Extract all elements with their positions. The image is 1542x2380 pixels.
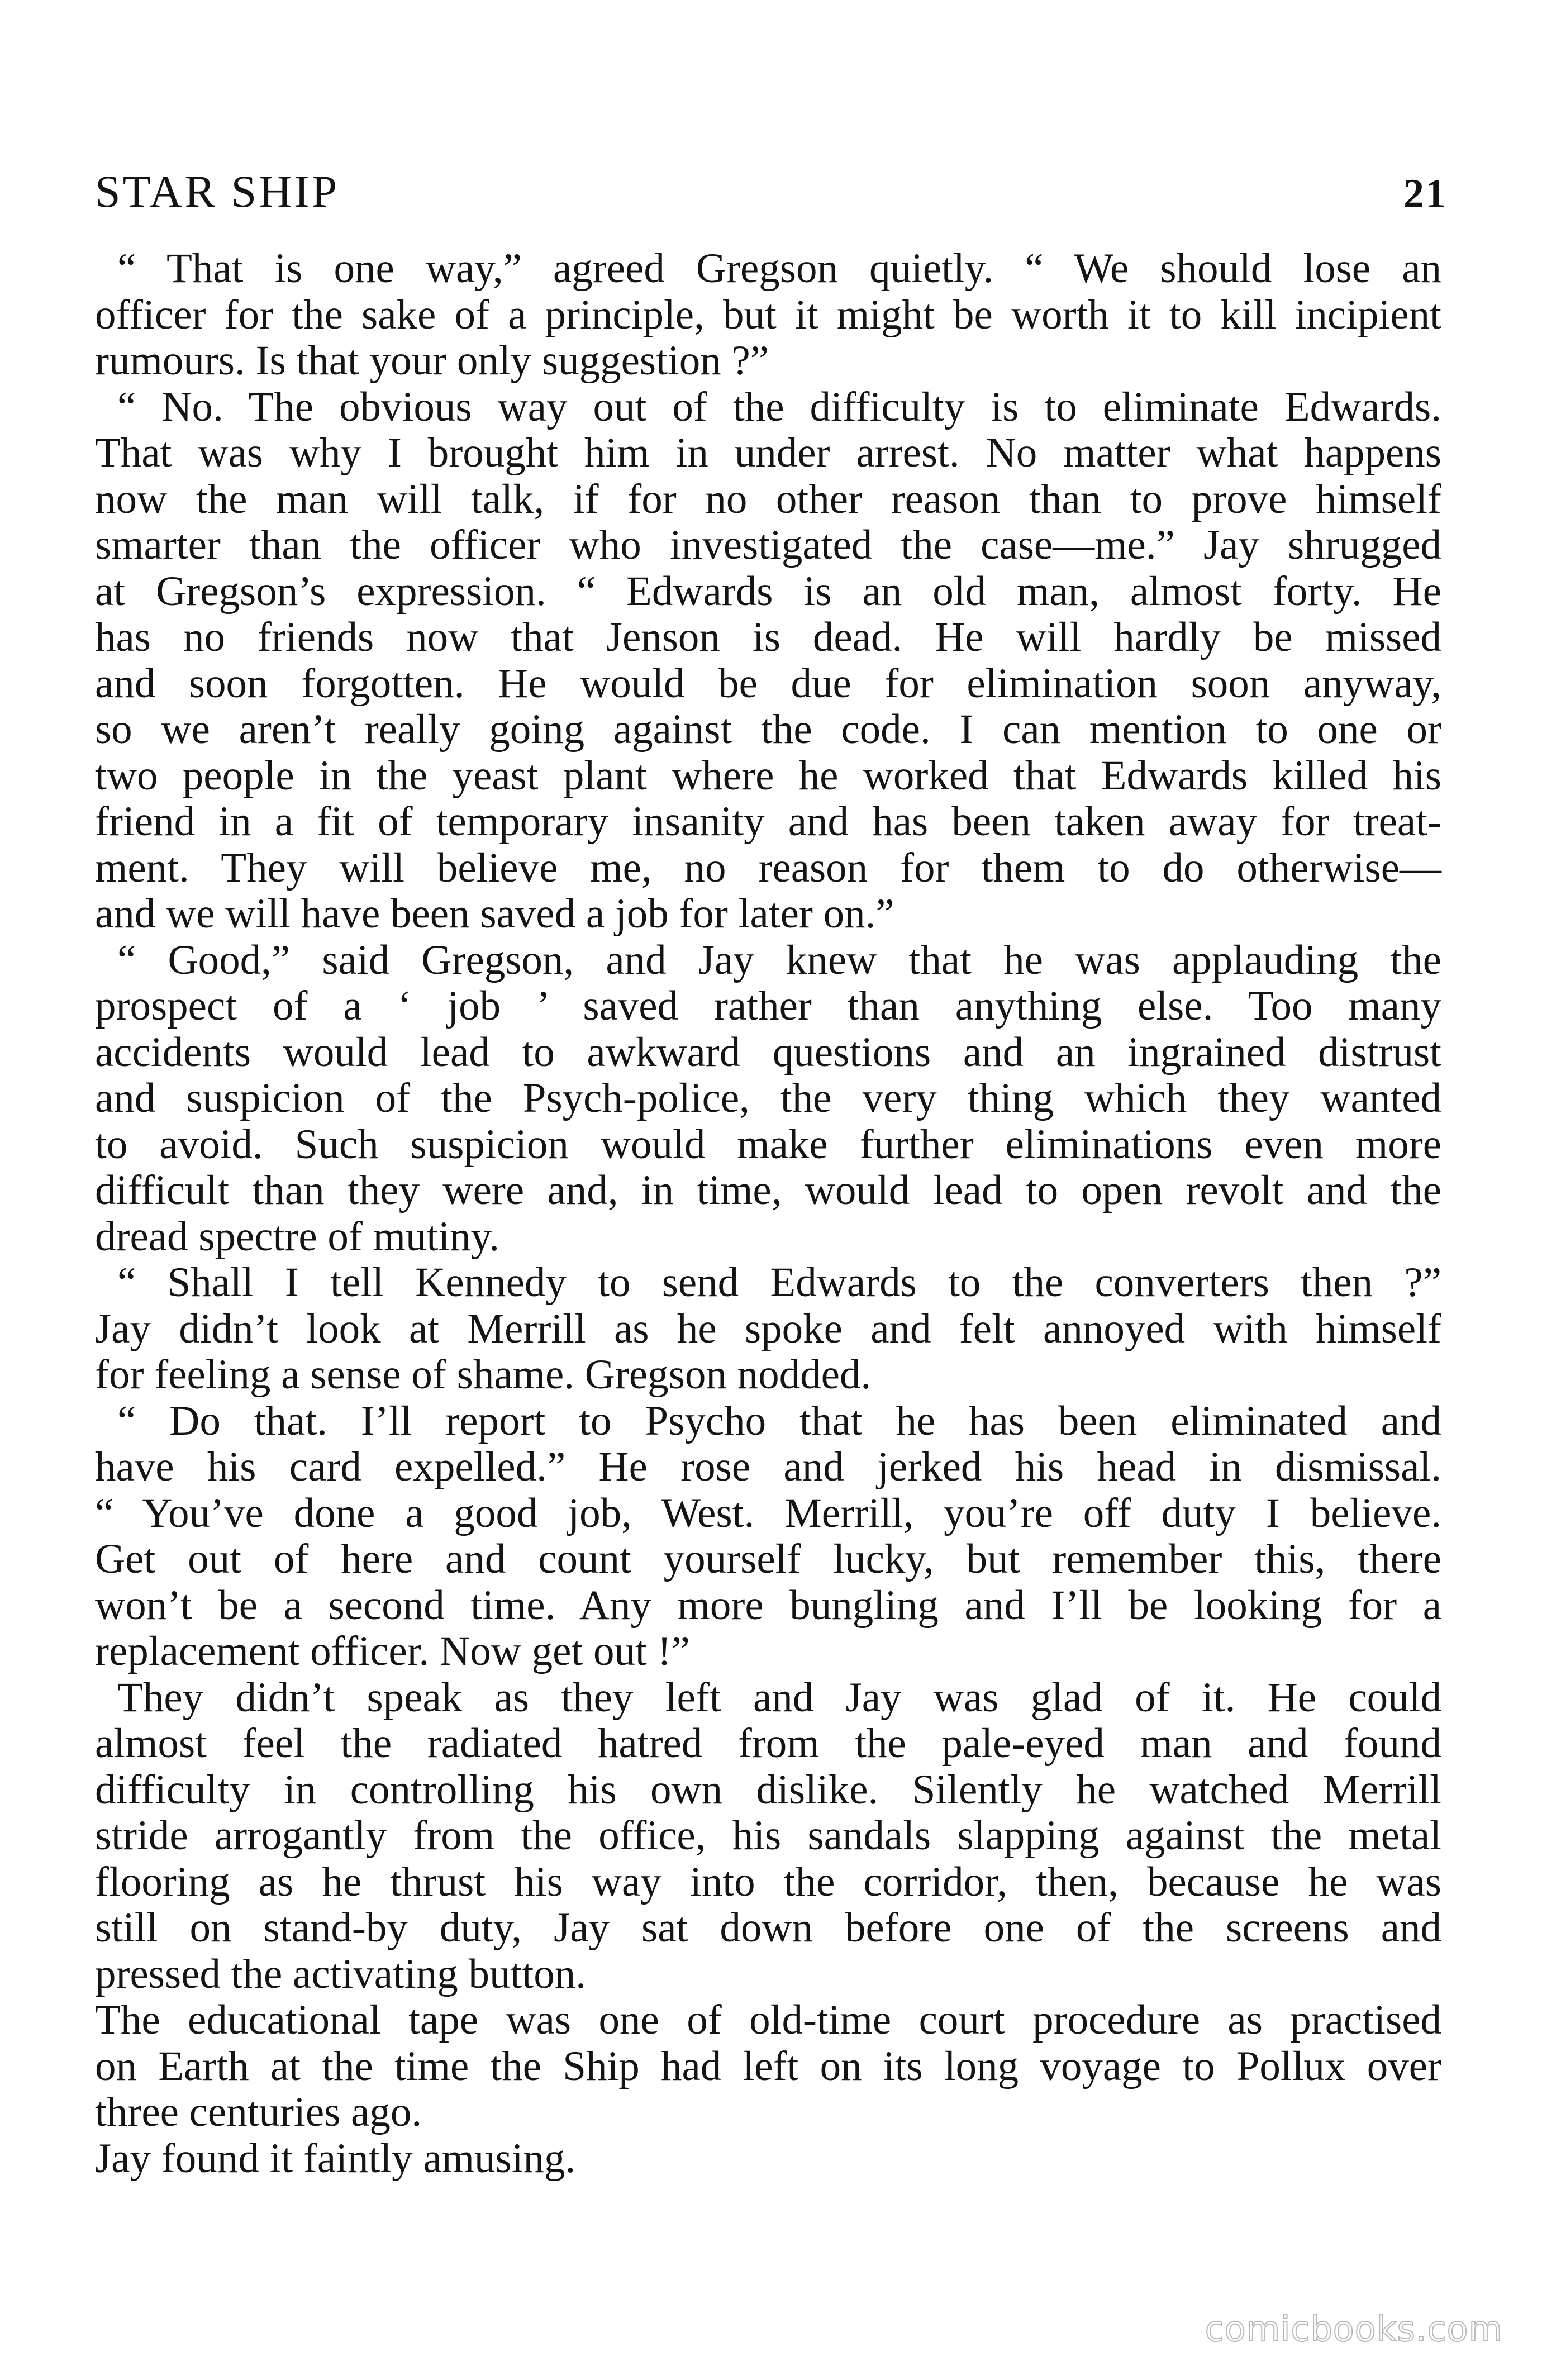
text-line: “ You’ve done a good job, West. Merrill, you’re off duty I believe. — [95, 1489, 1441, 1536]
text-line: and soon forgotten. He would be due for elimination soon anyway, — [95, 660, 1441, 707]
text-line: on Earth at the time the Ship had left on its long voyage to Pollux over — [95, 2043, 1441, 2089]
text-line: now the man will talk, if for no other reason than to prove himself — [95, 475, 1441, 522]
text-line: prospect of a ‘ job ’ saved rather than anything else. Too many — [95, 983, 1441, 1029]
text-line: “ No. The obvious way out of the difficulty is to eliminate Edwards. — [117, 383, 1441, 430]
body-text — [95, 246, 1441, 2182]
text-line: pressed the activating button. — [95, 1950, 586, 1997]
text-line: difficulty in controlling his own dislike. Silently he watched Merrill — [95, 1766, 1441, 1813]
text-line: almost feel the radiated hatred from the pale-eyed man and found — [95, 1720, 1441, 1767]
text-line: smarter than the officer who investigated the case—me.” Jay shrugged — [95, 522, 1441, 568]
text-line: won’t be a second time. Any more bungling and I’ll be looking for a — [95, 1582, 1441, 1629]
text-line: flooring as he thrust his way into the corridor, then, because he was — [95, 1858, 1441, 1905]
text-line: “ Good,” said Gregson, and Jay knew that he was applauding the — [117, 936, 1441, 983]
text-line: Jay didn’t look at Merrill as he spoke and felt annoyed with himself — [95, 1305, 1441, 1352]
running-head — [95, 156, 1447, 218]
text-line: dread spectre of mutiny. — [95, 1213, 500, 1260]
text-line: for feeling a sense of shame. Gregson nodded. — [95, 1351, 872, 1398]
paragraph — [95, 1675, 1441, 1998]
text-line: have his card expelled.” He rose and jerked his head in dismissal. — [95, 1444, 1441, 1490]
text-line: rumours. Is that your only suggestion ?” — [95, 337, 769, 384]
text-line: friend in a fit of temporary insanity and has been taken away for treat- — [95, 798, 1441, 845]
paragraph — [95, 384, 1441, 937]
text-line: and suspicion of the Psych-police, the very thing which they wanted — [95, 1075, 1441, 1121]
text-line: and we will have been saved a job for later on.” — [95, 891, 894, 937]
text-line: has no friends now that Jenson is dead. He will hardly be missed — [95, 614, 1441, 660]
paragraph — [95, 1398, 1441, 1675]
text-line: “ Shall I tell Kennedy to send Edwards to the converters then ?” — [117, 1259, 1441, 1306]
text-line: so we aren’t really going against the code. I can mention to one or — [95, 706, 1441, 753]
text-line: “ That is one way,” agreed Gregson quietly. “ We should lose an — [117, 245, 1441, 292]
text-line: Jay found it faintly amusing. — [95, 2135, 576, 2182]
paragraph — [95, 937, 1441, 1260]
paragraph — [95, 1260, 1441, 1398]
text-line: stride arrogantly from the office, his sandals slapping against the metal — [95, 1812, 1441, 1859]
text-line: “ Do that. I’ll report to Psycho that he has been eliminated and — [117, 1397, 1441, 1444]
text-line: two people in the yeast plant where he worked that Edwards killed his — [95, 752, 1441, 799]
text-line: still on stand-by duty, Jay sat down before one of the screens and — [95, 1905, 1441, 1951]
text-line: ment. They will believe me, no reason for them to do otherwise— — [95, 844, 1441, 891]
text-line: to avoid. Such suspicion would make further eliminations even more — [95, 1121, 1441, 1168]
text-line: officer for the sake of a principle, but it might be worth it to kill incipient — [95, 291, 1441, 338]
text-line: That was why I brought him in under arrest. No matter what happens — [95, 430, 1441, 476]
text-line: accidents would lead to awkward questions and an ingrained distrust — [95, 1029, 1441, 1075]
running-title: STAR SHIP — [95, 166, 340, 217]
paragraph — [95, 246, 1441, 384]
paragraph — [95, 2136, 1441, 2182]
paragraph — [95, 1997, 1441, 2136]
text-line: Get out of here and count yourself lucky, but remember this, there — [95, 1536, 1441, 1582]
text-line: difficult than they were and, in time, would lead to open revolt and the — [95, 1167, 1441, 1213]
text-line: three centuries ago. — [95, 2089, 422, 2135]
watermark: comicbooks.com — [1205, 2308, 1503, 2349]
text-line: replacement officer. Now get out !” — [95, 1628, 690, 1674]
text-line: The educational tape was one of old-time court procedure as practised — [95, 1997, 1441, 2043]
text-line: They didn’t speak as they left and Jay was glad of it. He could — [117, 1674, 1441, 1721]
page-number: 21 — [1403, 171, 1447, 217]
text-line: at Gregson’s expression. “ Edwards is an old man, almost forty. He — [95, 568, 1441, 615]
